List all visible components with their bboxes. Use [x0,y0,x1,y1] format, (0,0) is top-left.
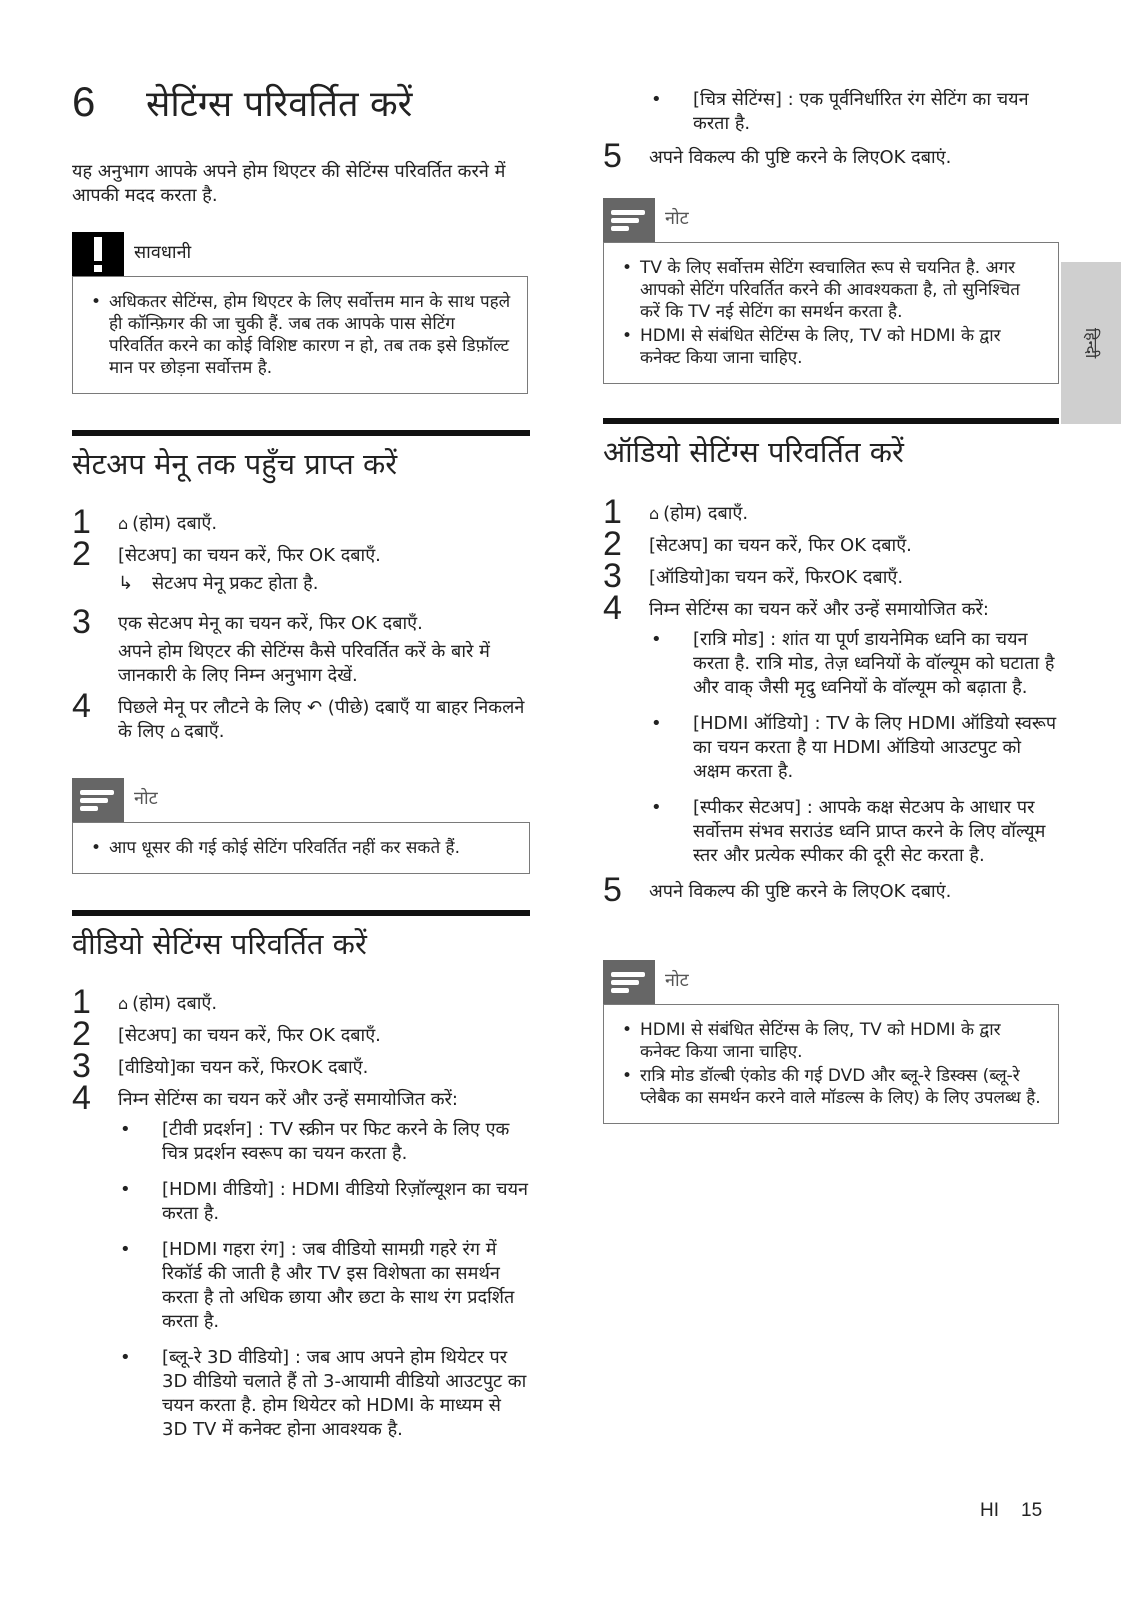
list-item: • [चित्र सेटिंग्स] : एक पूर्वनिर्धारित रंग सेटिंग का चयन करता है. [649,88,1059,136]
note-item: • आप धूसर की गई कोई सेटिंग परिवर्तित नहीं कर सकते हैं. [87,837,515,859]
note-icon [603,960,655,1004]
chapter-number: 6 [72,78,96,125]
audio-steps [603,493,1059,909]
back-icon: ↶ [306,697,323,718]
video-step-5: 5 अपने विकल्प की पुष्टि करने के लिएOK दबाएं. [603,137,952,175]
note-item: • HDMI से संबंधित सेटिंग्स के लिए, TV को HDMI के द्वार कनेक्ट किया जाना चाहिए. [618,325,1044,369]
list-item: • [HDMI वीडियो] : HDMI वीडियो रिज़ॉल्यूशन का चयन करता है. [118,1178,530,1226]
list-item: • [टीवी प्रदर्शन] : TV स्क्रीन पर फिट करने के लिए एक चित्र प्रदर्शन स्वरूप का चयन करता है. [118,1118,530,1166]
section-divider [72,910,530,916]
setup-section-title: सेटअप मेनू तक पहुँच प्राप्त करें [72,447,398,481]
audio-section-title: ऑडियो सेटिंग्स परिवर्तित करें [603,435,904,469]
note-box [603,242,1059,384]
footer-language: HI [980,1500,999,1521]
note-label: नोट [665,970,689,991]
caution-box [72,276,528,394]
section-divider [603,418,1059,424]
list-item: • [HDMI ऑडियो] : TV के लिए HDMI ऑडियो स्वरूप का चयन करता है या HDMI ऑडियो आउटपुट को अक्षम करता है. [649,712,1059,784]
list-item: • [HDMI गहरा रंग] : जब वीडियो सामग्री गहरे रंग में रिकॉर्ड की जाती है और TV इस विशेषता का समर्थन करता है तो अधिक छाया और छटा के साथ रंग प्रदर्शित करता है. [118,1238,530,1334]
home-icon: ⌂ [118,514,129,533]
caution-item: • अधिकतर सेटिंग्स, होम थिएटर के लिए सर्वोत्तम मान के साथ पहले ही कॉन्फ़िगर की जा चुकी हैं. जब तक आपके पास सेटिंग परिवर्तित करने का कोई विशिष्ट कारण न हो, तब तक इसे डिफ़ॉल्ट मान पर छोड़ना सर्वोत्तम है. [87,291,513,379]
audio-step-5: 5 अपने विकल्प की पुष्टि करने के लिएOK दबाएं. [603,871,952,909]
home-icon: ⌂ [649,504,660,523]
home-icon: ⌂ [170,722,181,741]
list-item: • [ब्लू-रे 3D वीडियो] : जब आप अपने होम थियेटर पर 3D वीडियो चलाते हैं तो 3-आयामी वीडियो आउटपुट का चयन करता है. होम थियेटर को HDMI के माध्यम से 3D TV में कनेक्ट होना आवश्यक है. [118,1346,530,1442]
video-steps [72,983,530,1454]
audio-step-3: 3 [ऑडियो]का चयन करें, फिरOK दबाएँ. [603,557,904,595]
video-step-1: 1 ⌂ (होम) दबाएँ. [72,983,218,1021]
note-label: नोट [665,208,689,229]
video-step-2: 2 [सेटअप] का चयन करें, फिर OK दबाएँ. [72,1015,381,1053]
video-step-4: 4 निम्न सेटिंग्स का चयन करें और उन्हें समायोजित करें: [72,1079,458,1117]
note-box [603,1004,1059,1124]
step-result: ↳ सेटअप मेनू प्रकट होता है. [118,573,319,594]
section-divider [72,430,530,436]
language-tab: हिन्दी [1061,262,1121,424]
note-icon [603,198,655,242]
setup-step-4: 4 पिछले मेनू पर लौटने के लिए ↶ (पीछे) दबाएँ या बाहर निकलने के लिए ⌂ दबाएँ. [72,687,525,742]
setup-step-1: 1 ⌂ (होम) दबाएँ. [72,503,218,541]
intro-text: यह अनुभाग आपके अपने होम थिएटर की सेटिंग्स परिवर्तित करने में आपकी मदद करता है. [72,161,506,206]
video-settings-list-continued [649,88,1059,148]
chapter-heading [72,78,412,127]
setup-step-3: 3 एक सेटअप मेनू का चयन करें, फिर OK दबाएँ. अपने होम थिएटर की सेटिंग्स कैसे परिवर्तित करें के बारे में जानकारी के लिए निम्न अनुभाग देखें. [72,603,490,686]
note-icon [72,778,124,822]
video-step-5-wrap [603,137,1059,175]
caution-callout [72,232,528,394]
audio-step-2: 2 [सेटअप] का चयन करें, फिर OK दबाएँ. [603,525,912,563]
note-item: • TV के लिए सर्वोत्तम सेटिंग स्वचालित रूप से चयनित है. अगर आपको सेटिंग परिवर्तित करने की आवश्यकता है, तो सुनिश्चित करें कि TV नई सेटिंग का समर्थन करता है. [618,257,1044,323]
exclamation-icon [72,232,124,276]
chapter-title: सेटिंग्स परिवर्तित करें [146,84,413,125]
audio-step-1: 1 ⌂ (होम) दबाएँ. [603,493,749,531]
list-item: • [रात्रि मोड] : शांत या पूर्ण डायनेमिक ध्वनि का चयन करता है. रात्रि मोड, तेज़ ध्वनियों के वॉल्यूम को घटाता है और वाक् जैसी मृदु ध्वनियों के वॉल्यूम को बढ़ाता है. [649,628,1059,700]
page-footer [980,1500,1042,1522]
setup-steps [72,503,530,744]
arrow-right-icon: ↳ [118,573,134,594]
note-label: नोट [134,788,158,809]
list-item: • [स्पीकर सेटअप] : आपके कक्ष सेटअप के आधार पर सर्वोत्तम संभव सराउंड ध्वनि प्राप्त करने के लिए वॉल्यूम स्तर और प्रत्येक स्पीकर की दूरी सेट करता है. [649,796,1059,868]
setup-note-callout [72,778,530,874]
note-item: • रात्रि मोड डॉल्बी एंकोड की गई DVD और ब्लू-रे डिस्क्स (ब्लू-रे प्लेबैक का समर्थन करने वाले मॉडल्स के लिए) के लिए उपलब्ध है. [618,1065,1044,1109]
video-settings-list [118,1118,530,1442]
home-icon: ⌂ [118,994,129,1013]
note-box [72,822,530,874]
audio-step-4: 4 निम्न सेटिंग्स का चयन करें और उन्हें समायोजित करें: [603,589,989,627]
setup-step-2: 2 [सेटअप] का चयन करें, फिर OK दबाएँ. ↳ सेटअप मेनू प्रकट होता है. [72,544,530,596]
video-note-callout [603,198,1059,384]
audio-note-callout [603,960,1059,1124]
note-item: • HDMI से संबंधित सेटिंग्स के लिए, TV को HDMI के द्वार कनेक्ट किया जाना चाहिए. [618,1019,1044,1063]
caution-label: सावधानी [134,242,192,263]
audio-settings-list [649,628,1059,868]
page-number: 15 [1021,1500,1043,1521]
video-step-3: 3 [वीडियो]का चयन करें, फिरOK दबाएँ. [72,1047,369,1085]
video-section-title: वीडियो सेटिंग्स परिवर्तित करें [72,927,367,961]
